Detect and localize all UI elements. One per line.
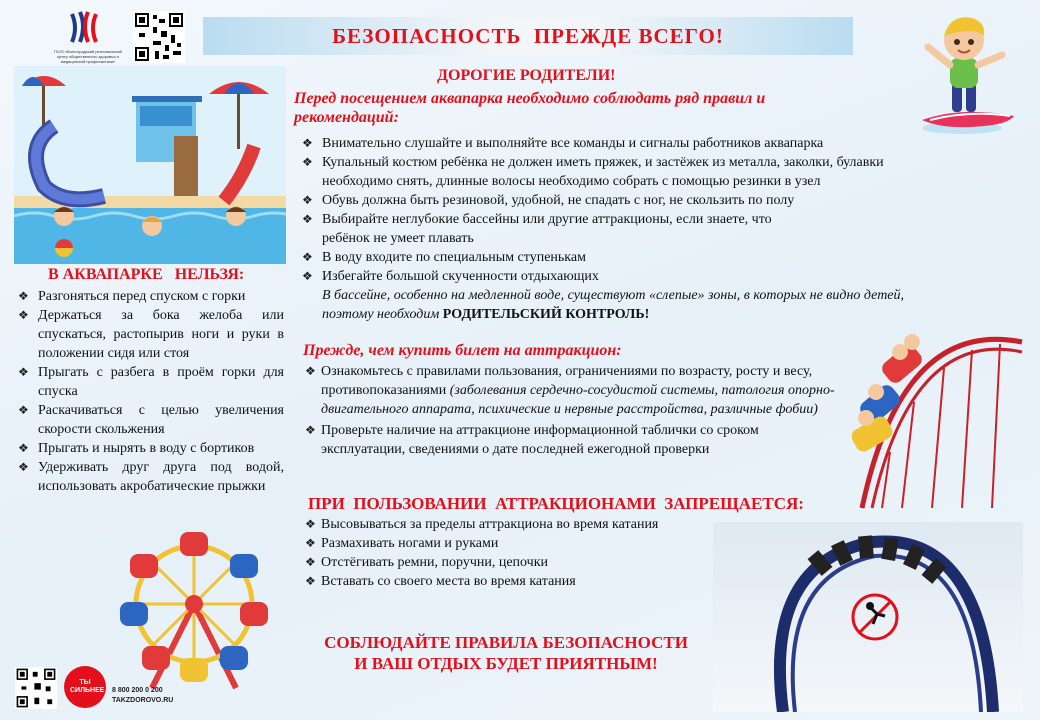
ticket-list bbox=[303, 362, 843, 459]
list-item bbox=[303, 362, 843, 419]
title-banner bbox=[203, 17, 853, 55]
footer-qr-code-icon bbox=[15, 667, 57, 709]
list-item: ❖ Обувь должна быть резиновой, удобной, не спадать с ног, не скользить по полу bbox=[300, 191, 960, 210]
organization-logo bbox=[50, 10, 126, 64]
closing-line-2: И ВАШ ОТДЫХ БУДЕТ ПРИЯТНЫМ! bbox=[354, 654, 658, 673]
ticket-item-text: Ознакомьтесь с правилами пользования, ограничениями по возрасту, росту и весу, противопоказаниями bbox=[321, 364, 813, 398]
attractions-forbidden-heading: ПРИ ПОЛЬЗОВАНИИ АТТРАКЦИОНАМИ ЗАПРЕЩАЕТСЯ: bbox=[308, 494, 804, 513]
ticket-item-note: (заболевания сердечно-сосудистой системы, патология опорно-двигательного аппарата, психические и нервные расстройства, различные фобии) bbox=[321, 383, 835, 417]
ferris-wheel-illustration bbox=[112, 522, 277, 692]
list-item: ❖ Удерживать друг друга под водой, использовать акробатические прыжки bbox=[16, 458, 284, 496]
parental-control: РОДИТЕЛЬСКИЙ КОНТРОЛЬ! bbox=[442, 307, 650, 322]
greeting: ДОРОГИЕ РОДИТЕЛИ! bbox=[437, 67, 616, 84]
logo-caption: ГБУЗ «Волгоградский региональный центр общественного здоровья и медицинской профилактики» bbox=[54, 49, 122, 64]
parent-rules-list bbox=[300, 134, 960, 286]
closing-line-1: СОБЛЮДАЙТЕ ПРАВИЛА БЕЗОПАСНОСТИ bbox=[324, 633, 688, 652]
list-item: ❖ Раскачиваться с целью увеличения скорости скольжения bbox=[16, 401, 284, 439]
surfing-boy-illustration bbox=[902, 10, 1027, 135]
hotline-phone: 8 800 200 0 200 bbox=[112, 687, 163, 694]
blind-zone-note bbox=[322, 286, 942, 324]
website-link: TAKZDOROVO.RU bbox=[112, 697, 174, 704]
list-item: ❖ Прыгать и нырять в воду с бортиков bbox=[16, 439, 284, 458]
list-item: ❖ Держаться за бока желоба или спускаться, растопырив ноги и руки в положении сидя или стоя bbox=[16, 306, 284, 363]
list-item: ❖ Высовываться за пределы аттракциона во время катания bbox=[303, 515, 723, 534]
waterpark-illustration bbox=[14, 66, 286, 264]
aquapark-forbidden-list bbox=[16, 287, 284, 496]
badge-text: ТЫ СИЛЬНЕЕ bbox=[70, 679, 105, 694]
list-item: ❖ Отстёгивать ремни, поручни, цепочки bbox=[303, 553, 723, 572]
list-item: ❖ Купальный костюм ребёнка не должен иметь пряжек, и застёжек из металла, заколки, булавки необходимо снять, длинные волосы необходимо собрать с помощью резинки в узел bbox=[300, 153, 942, 191]
closing-message bbox=[300, 632, 712, 674]
list-item: ❖ Прыгать с разбега в проём горки для спуска bbox=[16, 363, 284, 401]
list-item: ❖ Проверьте наличие на аттракционе информационной таблички со сроком эксплуатации, сведениями о дате последней ежегодной проверки bbox=[303, 421, 843, 459]
roller-coaster-illustration bbox=[852, 312, 1032, 512]
list-item: ❖ В воду входите по специальным ступенькам bbox=[300, 248, 960, 267]
list-item: ❖ Размахивать ногами и руками bbox=[303, 534, 723, 553]
qr-code-icon bbox=[133, 11, 185, 63]
list-item: ❖ Внимательно слушайте и выполняйте все команды и сигналы работников аквапарка bbox=[300, 134, 960, 153]
list-item: ❖ Выбирайте неглубокие бассейны или другие аттракционы, если знаете, что ребёнок не умеет плавать bbox=[300, 210, 822, 248]
aquapark-heading: В АКВАПАРКЕ НЕЛЬЗЯ: bbox=[48, 266, 245, 283]
intro-lead: Перед посещением аквапарка необходимо соблюдать ряд правил и рекомендаций: bbox=[294, 90, 766, 126]
attractions-forbidden-list bbox=[303, 515, 723, 591]
logo-icon bbox=[50, 10, 126, 44]
list-item: ❖ Вставать со своего места во время катания bbox=[303, 572, 723, 591]
blind-zone-text: В бассейне, особенно на медленной воде, существуют «слепые» зоны, в которых не видно детей, поэтому необходим bbox=[322, 288, 905, 322]
ticket-heading: Прежде, чем купить билет на аттракцион: bbox=[303, 342, 622, 359]
list-item: ❖ Избегайте большой скученности отдыхающих bbox=[300, 267, 960, 286]
footer-contacts bbox=[112, 686, 173, 706]
list-item: ❖ Разгоняться перед спуском с горки bbox=[16, 287, 284, 306]
page-title: БЕЗОПАСНОСТЬ ПРЕЖДЕ ВСЕГО! bbox=[332, 23, 724, 48]
loop-coaster-photo bbox=[713, 522, 1023, 712]
footer-badge bbox=[64, 666, 106, 708]
